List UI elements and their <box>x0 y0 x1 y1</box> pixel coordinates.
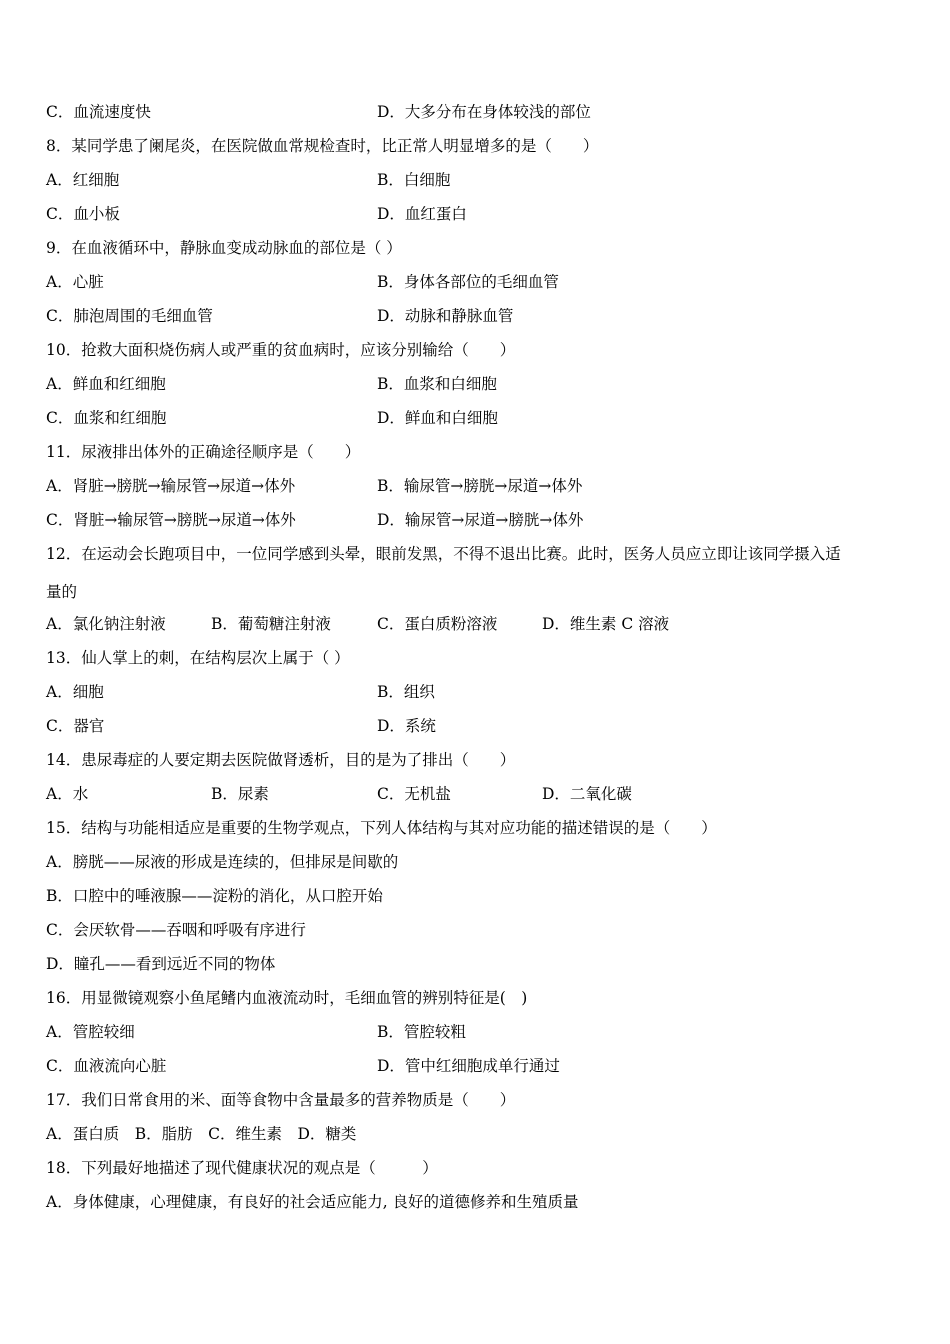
option-right: D．系统 <box>377 717 436 735</box>
option-left: A．管腔较细 <box>46 1023 135 1041</box>
option-left: C．血流速度快 <box>46 103 151 121</box>
option-b: B．葡萄糖注射液 <box>211 615 331 633</box>
text-line: A．膀胱——尿液的形成是连续的，但排尿是间歇的 <box>46 853 399 871</box>
option-right: D．输尿管→尿道→膀胱→体外 <box>377 511 584 529</box>
option-c: C．蛋白质粉溶液 <box>377 615 498 633</box>
option-left: C．器官 <box>46 717 105 735</box>
text-line: B．口腔中的唾液腺——淀粉的消化，从口腔开始 <box>46 887 383 905</box>
text-line: 18．下列最好地描述了现代健康状况的观点是（ ） <box>46 1159 438 1177</box>
option-right: D．大多分布在身体较浅的部位 <box>377 103 591 121</box>
option-left: C．血浆和红细胞 <box>46 409 167 427</box>
option-right: B．白细胞 <box>377 171 451 189</box>
option-d: D．二氧化碳 <box>542 785 632 803</box>
option-right: D．动脉和静脉血管 <box>377 307 514 325</box>
text-line: 13．仙人掌上的刺，在结构层次上属于（ ） <box>46 649 350 667</box>
option-left: C．血液流向心脏 <box>46 1057 167 1075</box>
text-line: 9．在血液循环中，静脉血变成动脉血的部位是（ ） <box>46 239 402 257</box>
option-right: B．血浆和白细胞 <box>377 375 497 393</box>
text-line: A．身体健康，心理健康，有良好的社会适应能力, 良好的道德修养和生殖质量 <box>46 1193 579 1211</box>
text-line: 16．用显微镜观察小鱼尾鳍内血液流动时，毛细血管的辨别特征是( ) <box>46 989 528 1007</box>
option-a: A．水 <box>46 785 89 803</box>
option-right: B．输尿管→膀胱→尿道→体外 <box>377 477 583 495</box>
option-left: A．红细胞 <box>46 171 120 189</box>
option-left: A．鲜血和红细胞 <box>46 375 166 393</box>
text-line: 10．抢救大面积烧伤病人或严重的贫血病时，应该分别输给（ ） <box>46 341 516 359</box>
option-right: D．鲜血和白细胞 <box>377 409 498 427</box>
text-line: A．蛋白质 B．脂肪 C．维生素 D．糖类 <box>46 1125 357 1143</box>
option-a: A．氯化钠注射液 <box>46 615 166 633</box>
text-line: 17．我们日常食用的米、面等食物中含量最多的营养物质是（ ） <box>46 1091 516 1109</box>
text-line: 12．在运动会长跑项目中，一位同学感到头晕，眼前发黑，不得不退出比赛。此时，医务人员应立即让该同学摄入适 <box>46 545 841 563</box>
option-left: A．心脏 <box>46 273 104 291</box>
option-right: D．血红蛋白 <box>377 205 467 223</box>
text-line: D．瞳孔——看到远近不同的物体 <box>46 955 276 973</box>
option-left: C．血小板 <box>46 205 120 223</box>
text-line: 量的 <box>46 583 78 601</box>
option-left: A．细胞 <box>46 683 104 701</box>
option-left: C．肾脏→输尿管→膀胱→尿道→体外 <box>46 511 296 529</box>
option-right: D．管中红细胞成单行通过 <box>377 1057 560 1075</box>
option-b: B．尿素 <box>211 785 269 803</box>
text-line: 15．结构与功能相适应是重要的生物学观点，下列人体结构与其对应功能的描述错误的是（ ） <box>46 819 717 837</box>
option-c: C．无机盐 <box>377 785 451 803</box>
option-right: B．身体各部位的毛细血管 <box>377 273 559 291</box>
text-line: 8．某同学患了阑尾炎，在医院做血常规检查时，比正常人明显增多的是（ ） <box>46 137 599 155</box>
text-line: 14．患尿毒症的人要定期去医院做肾透析，目的是为了排出（ ） <box>46 751 516 769</box>
option-left: C．肺泡周围的毛细血管 <box>46 307 213 325</box>
option-left: A．肾脏→膀胱→输尿管→尿道→体外 <box>46 477 296 495</box>
option-right: B．组织 <box>377 683 435 701</box>
text-line: 11．尿液排出体外的正确途径顺序是（ ） <box>46 443 361 461</box>
text-line: C．会厌软骨——吞咽和呼吸有序进行 <box>46 921 306 939</box>
option-right: B．管腔较粗 <box>377 1023 466 1041</box>
option-d: D．维生素 C 溶液 <box>542 615 670 633</box>
